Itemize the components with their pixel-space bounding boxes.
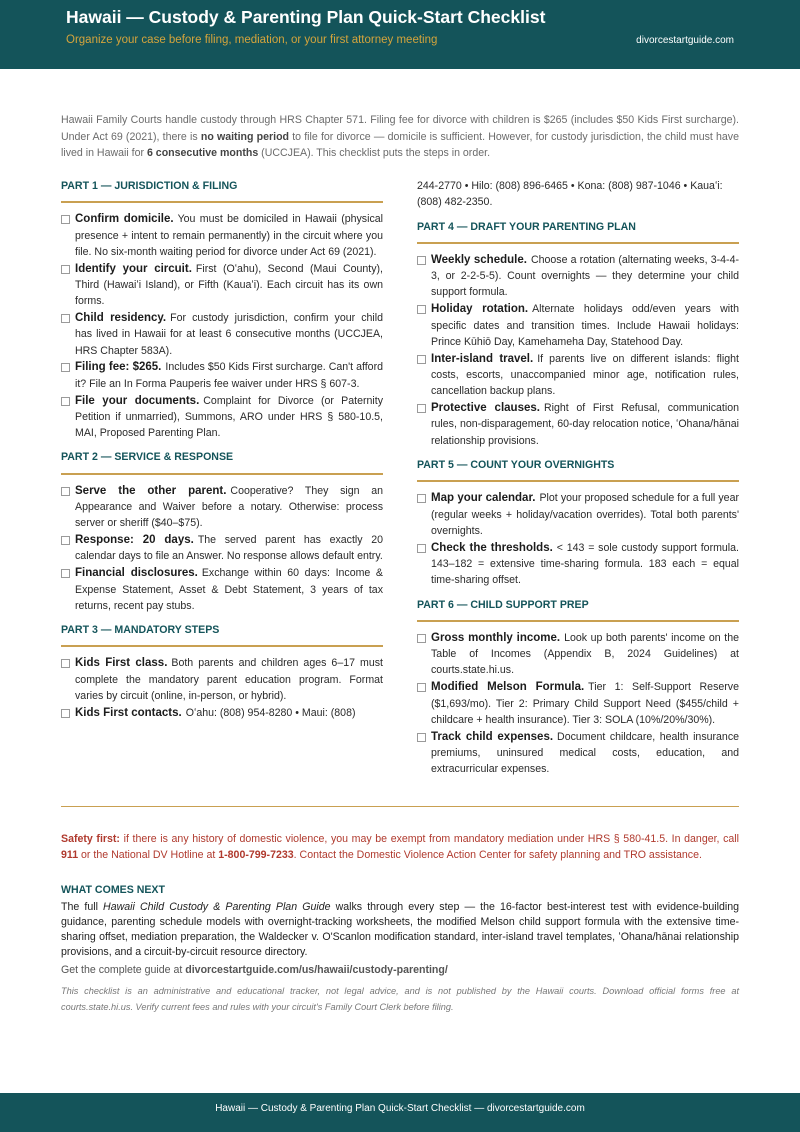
checklist-item-kids-first-contacts	[61, 705, 383, 721]
item-lead: File your documents.	[75, 394, 200, 407]
intro-bold-2: 6 consecutive months	[146, 147, 259, 159]
item-text: You must be domiciled in Hawaii (physical presence + intent to remain permanently) in the circuit where you file. No six-month waiting period for divorce under Act 69 (2021).	[75, 213, 383, 258]
checklist-item-financial-disclosures	[61, 565, 383, 614]
item-text: Tier 1: Self-Support Reserve ($1,693/mo). Tier 2: Primary Child Support Need ($455/child + childcare + health insurance). Tier 3: SOLA (10%/20%/30%).	[431, 681, 739, 726]
checkbox[interactable]	[61, 215, 70, 224]
right-column	[417, 178, 739, 786]
intro-bold-1: no waiting period	[200, 130, 290, 143]
item-text: Alternate holidays odd/even years with specific dates and transition times. Include Hawaii holidays: Prince Kūhiō Day, Kamehameha Day, Statehood Day.	[431, 303, 739, 348]
checkbox[interactable]	[417, 494, 426, 503]
page-subtitle: Organize your case before filing, mediation, or your first attorney meeting	[66, 34, 438, 46]
part-2-title: PART 2 — SERVICE & RESPONSE	[61, 449, 383, 474]
left-column	[61, 178, 383, 729]
checklist-item-kids-first-class	[61, 655, 383, 704]
checklist-item-protective-clauses	[417, 400, 739, 449]
get-guide-line	[61, 964, 448, 976]
part-1-title: PART 1 — JURISDICTION & FILING	[61, 178, 383, 203]
guide-title: Hawaii Child Custody & Parenting Plan Guide	[103, 901, 331, 913]
item-text: If parents live on different islands: flight costs, escorts, unaccompanied minor age, notification rules, cancellation backup plans.	[431, 352, 739, 398]
part-4-title: PART 4 — DRAFT YOUR PARENTING PLAN	[417, 219, 739, 244]
item-lead: Weekly schedule.	[431, 253, 527, 266]
what-comes-next-title: WHAT COMES NEXT	[61, 884, 165, 896]
part-1-section	[61, 178, 383, 441]
checkbox[interactable]	[417, 404, 426, 413]
item-text: Both parents and children ages 6–17 must complete the mandatory parent education program. Format varies by circuit (online, in-person, or hybrid).	[75, 657, 383, 703]
item-lead: Child residency.	[75, 312, 167, 325]
part-4-section	[417, 219, 739, 449]
part-4-items	[417, 252, 739, 449]
checklist-item-file-documents	[61, 393, 383, 442]
checklist-item-melson-formula	[417, 679, 739, 728]
item-text: Exchange within 60 days: Income & Expense Statement, Asset & Debt Statement, 3 years of tax returns, recent pay stubs.	[75, 567, 383, 612]
section-divider	[61, 806, 739, 807]
safety-text-1: if there is any history of domestic violence, you may be exempt from mandatory mediation under HRS § 580-41.5. In danger, call	[119, 833, 740, 845]
item-text: < 143 = sole custody support formula. 143–182 = extensive time-sharing formula. 183 each = equal time-sharing offset.	[431, 541, 739, 587]
next-text-1: The full	[61, 901, 104, 913]
checklist-item-filing-fee	[61, 359, 383, 392]
checkbox[interactable]	[417, 355, 426, 364]
checklist-item-identify-circuit	[61, 261, 383, 310]
item-lead: Response: 20 days.	[75, 534, 194, 547]
item-lead: Gross monthly income.	[431, 631, 561, 644]
item-lead: Identify your circuit.	[75, 262, 192, 275]
item-lead: Inter-island travel.	[431, 352, 534, 365]
checkbox[interactable]	[61, 397, 70, 406]
item-lead: Serve the other parent.	[75, 484, 227, 497]
item-text: Complaint for Divorce (or Paternity Petition if unmarried), Summons, ARO under HRS § 580-10.5, MAI, Proposed Parenting Plan.	[75, 394, 383, 440]
intro-text-3: (UCCJEA). This checklist puts the steps in order.	[258, 147, 491, 159]
footer-bar	[0, 1093, 800, 1132]
checkbox[interactable]	[61, 265, 70, 274]
item-lead: Track child expenses.	[431, 730, 554, 743]
safety-text-2: or the National DV Hotline at	[78, 849, 219, 862]
disclaimer: This checklist is an administrative and educational tracker, not legal advice, and is not published by the Hawaii courts. Download official forms free at courts.state.hi.us. Verify current fees and rules with your circuit's Family Court Clerk before filing.	[61, 986, 739, 1012]
header-bar	[0, 0, 800, 69]
kids-first-contacts-continued: 244-2770 • Hilo: (808) 896-6465 • Kona: (808) 987-1046 • Kauaʻi: (808) 482-2350.	[417, 180, 723, 209]
checklist-item-holiday-rotation	[417, 301, 739, 350]
hotline-number: 1-800-799-7233	[218, 849, 294, 862]
checkbox[interactable]	[61, 659, 70, 668]
part-5-title: PART 5 — COUNT YOUR OVERNIGHTS	[417, 457, 739, 482]
get-guide-label: Get the complete guide at	[61, 964, 186, 976]
item-text: Right of First Refusal, communication rules, non-disparagement, 60-day relocation notice, ʻOhana/hānai relationship provisions.	[431, 402, 739, 447]
part-3-section	[61, 622, 383, 721]
item-lead: Holiday rotation.	[431, 303, 529, 316]
item-lead: Map your calendar.	[431, 492, 536, 505]
part-2-section	[61, 449, 383, 614]
part-6-section	[417, 597, 739, 778]
item-lead: Financial disclosures.	[75, 567, 198, 580]
item-lead: Kids First contacts.	[75, 706, 182, 719]
part-6-title: PART 6 — CHILD SUPPORT PREP	[417, 597, 739, 622]
item-text: Includes $50 Kids First surcharge. Can't afford it? File an In Forma Pauperis fee waiver under HRS § 607-3.	[75, 361, 383, 390]
part-5-items	[417, 490, 739, 588]
checklist-item-weekly-schedule	[417, 252, 739, 301]
item-lead: Protective clauses.	[431, 402, 540, 415]
emergency-number: 911	[61, 849, 79, 862]
next-text-2: walks through every step — the 16-factor best-interest test with evidence-building guidance, parenting schedule models with overnight-tracking worksheets, the modified Melson child support formula with the extensive time-sharing offset, mediation preparation, the Waldecker v. O'Scanlon modification standard, inter-island travel templates, ʻOhana/hānai relationship provisions, and a circuit-by-circuit resource directory.	[61, 901, 739, 958]
what-comes-next-body	[61, 900, 739, 960]
part-1-items	[61, 211, 383, 441]
checkbox[interactable]	[61, 487, 70, 496]
item-text: Look up both parents' income on the Table of Incomes (Appendix B, 2024 Guidelines) at courts.state.hi.us.	[431, 631, 739, 677]
intro-paragraph	[61, 112, 739, 162]
checkbox[interactable]	[417, 305, 426, 314]
checklist-item-map-calendar	[417, 490, 739, 539]
checklist-item-check-thresholds	[417, 540, 739, 589]
checkbox[interactable]	[61, 314, 70, 323]
intro-text-1: Hawaii Family Courts handle custody through HRS Chapter 571. Filing fee for divorce with children is $265 (includes $50 Kids First surcharge). Under Act 69 (2021), there is	[61, 114, 739, 143]
part-3-items	[61, 655, 383, 721]
header-site-link[interactable]: divorcestartguide.com	[636, 35, 734, 46]
part-6-items	[417, 630, 739, 778]
item-text: Choose a rotation (alternating weeks, 3-4-4-3, or 2-2-5-5). Count overnights — they determine your child support formula.	[431, 253, 740, 299]
checklist-item-serve-parent	[61, 483, 383, 532]
item-lead: Confirm domicile.	[75, 213, 174, 226]
item-text: For custody jurisdiction, confirm your child has lived in Hawaii for at least 6 consecutive months (UCCJEA, HRS Chapter 583A).	[75, 312, 384, 357]
safety-notice	[61, 831, 739, 864]
checklist-item-gross-income	[417, 630, 739, 679]
checklist-item-track-expenses	[417, 729, 739, 778]
item-text: The served parent has exactly 20 calendar days to file an Answer. No response allows default entry.	[75, 534, 384, 563]
part-3-title: PART 3 — MANDATORY STEPS	[61, 622, 383, 647]
item-text: Plot your proposed schedule for a full year (regular weeks + holiday/vacation overrides). Total both parents' overnights.	[431, 492, 739, 537]
checklist-item-response	[61, 532, 383, 565]
safety-label: Safety first:	[61, 833, 120, 845]
item-text: First (Oʻahu), Second (Maui County), Third (Hawaiʻi Island), or Fifth (Kauaʻi). Each circuit has its own forms.	[75, 262, 383, 308]
checkbox[interactable]	[417, 634, 426, 643]
item-lead: Kids First class.	[75, 657, 168, 670]
part-2-items	[61, 483, 383, 614]
item-lead: Filing fee: $265.	[75, 361, 162, 374]
checklist-item-inter-island-travel	[417, 351, 739, 400]
checklist-item-child-residency	[61, 310, 383, 359]
checkbox[interactable]	[417, 683, 426, 692]
guide-url-link[interactable]: divorcestartguide.com/us/hawaii/custody-parenting/	[185, 964, 448, 976]
item-text: Cooperative? They sign an Appearance and Waiver before a notary. Otherwise: process server or sheriff ($40–$75).	[75, 484, 383, 530]
intro-text-2: to file for divorce — domicile is sufficient. However, for custody jurisdiction, the child must have lived in Hawaii for	[61, 130, 739, 159]
safety-text-3: . Contact the Domestic Violence Action Center for safety planning and TRO assistance.	[293, 849, 702, 862]
part-5-section	[417, 457, 739, 589]
checkbox[interactable]	[61, 536, 70, 545]
checkbox[interactable]	[417, 544, 426, 553]
item-text: Document childcare, health insurance premiums, uninsured medical costs, education, and extracurricular expenses.	[431, 730, 740, 776]
item-text: Oʻahu: (808) 954-8280 • Maui: (808)	[185, 706, 356, 719]
checkbox[interactable]	[417, 733, 426, 742]
checkbox[interactable]	[61, 363, 70, 372]
item-lead: Modified Melson Formula.	[431, 681, 585, 694]
checklist-item-confirm-domicile	[61, 211, 383, 260]
checkbox[interactable]	[61, 709, 70, 718]
checkbox[interactable]	[61, 569, 70, 578]
checkbox[interactable]	[417, 256, 426, 265]
page-title: Hawaii — Custody & Parenting Plan Quick-Start Checklist	[66, 7, 546, 27]
footer-text: Hawaii — Custody & Parenting Plan Quick-Start Checklist — divorcestartguide.com	[215, 1103, 585, 1114]
item-lead: Check the thresholds.	[431, 541, 553, 554]
